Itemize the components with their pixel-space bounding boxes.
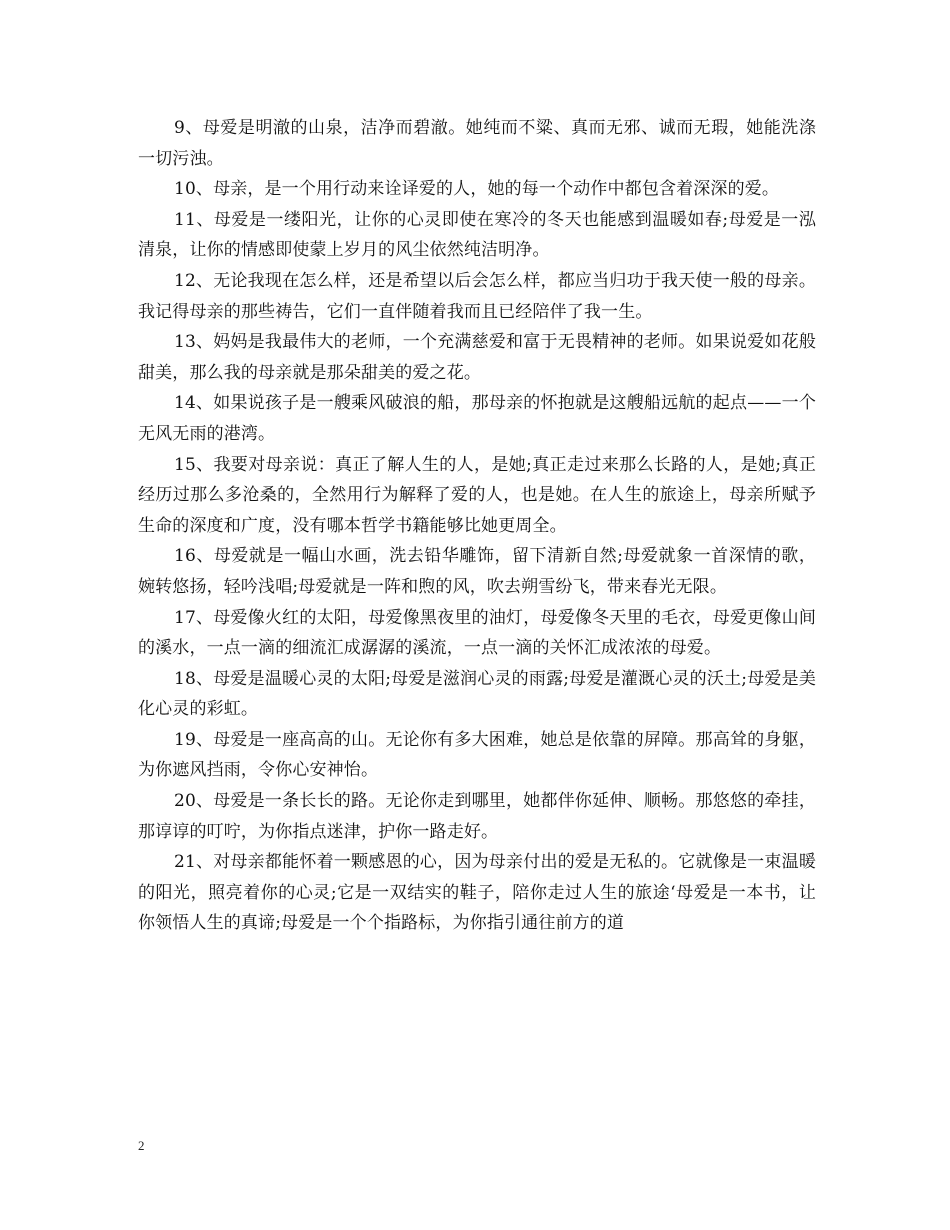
page-number: 2 (138, 1138, 145, 1153)
paragraph-18: 18、母爱是温暖心灵的太阳;母爱是滋润心灵的雨露;母爱是灌溉心灵的沃土;母爱是美化心灵的彩虹。 (138, 668, 816, 720)
paragraph-21: 21、对母亲都能怀着一颗感恩的心，因为母亲付出的爱是无私的。它就像是一束温暖的阳光，照亮着你的心灵;它是一双结实的鞋子，陪你走过人生的旅途‘母爱是一本书，让你领悟人生的真谛;母爱是一个个指路标，为你指引通往前方的道 (138, 852, 816, 934)
paragraph-12: 12、无论我现在怎么样，还是希望以后会怎么样，都应当归功于我天使一般的母亲。我记得母亲的那些祷告，它们一直伴随着我而且已经陪伴了我一生。 (138, 270, 816, 322)
paragraph-20: 20、母爱是一条长长的路。无论你走到哪里，她都伴你延伸、顺畅。那悠悠的牵挂，那谆谆的叮咛，为你指点迷津，护你一路走好。 (138, 791, 816, 842)
paragraph-10: 10、母亲，是一个用行动来诠译爱的人，她的每一个动作中都包含着深深的爱。 (174, 179, 780, 200)
paragraph-19: 19、母爱是一座高高的山。无论你有多大困难，她总是依靠的屏障。那高耸的身躯，为你遮风挡雨，令你心安神怡。 (138, 729, 816, 781)
paragraph-17: 17、母爱像火红的太阳，母爱像黑夜里的油灯，母爱像冬天里的毛衣，母爱更像山间的溪水，一点一滴的细流汇成潺潺的溪流，一点一滴的关怀汇成浓浓的母爱。 (138, 607, 816, 659)
paragraph-14: 14、如果说孩子是一艘乘风破浪的船，那母亲的怀抱就是这艘船远航的起点——一个无风无雨的港湾。 (138, 393, 816, 444)
document-body (138, 113, 816, 939)
paragraph-13: 13、妈妈是我最伟大的老师，一个充满慈爱和富于无畏精神的老师。如果说爱如花般甜美，那么我的母亲就是那朵甜美的爱之花。 (138, 332, 816, 383)
paragraph-11: 11、母爱是一缕阳光，让你的心灵即使在寒冷的冬天也能感到温暖如春;母爱是一泓清泉，让你的情感即使蒙上岁月的风尘依然纯洁明净。 (138, 209, 816, 261)
paragraph-16: 16、母爱就是一幅山水画，洗去铅华雕饰，留下清新自然;母爱就象一首深情的歌，婉转悠扬，轻吟浅唱;母爱就是一阵和煦的风，吹去朔雪纷飞，带来春光无限。 (138, 546, 816, 597)
paragraph-15: 15、我要对母亲说：真正了解人生的人，是她;真正走过来那么长路的人，是她;真正经历过那么多沧桑的，全然用行为解释了爱的人，也是她。在人生的旅途上，母亲所赋予生命的深度和广度，没有哪本哲学书籍能够比她更周全。 (138, 454, 816, 536)
paragraph-9: 9、母爱是明澈的山泉，洁净而碧澈。她纯而不粱、真而无邪、诚而无瑕，她能洗涤一切污浊。 (138, 118, 816, 169)
